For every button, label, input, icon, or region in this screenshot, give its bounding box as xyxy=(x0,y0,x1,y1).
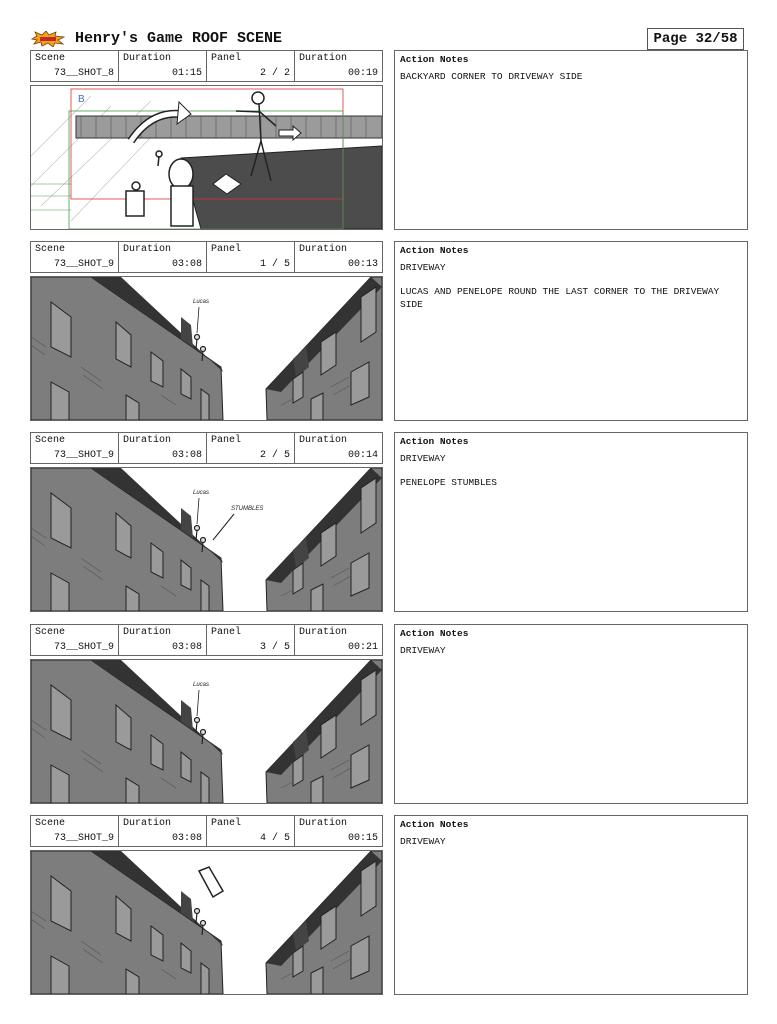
action-note-line: DRIVEWAY xyxy=(400,835,446,847)
panel-label: Panel xyxy=(211,435,242,446)
storyboard-sketch xyxy=(31,468,382,611)
scene-label: Scene xyxy=(35,818,66,829)
storyboard-frame xyxy=(30,467,383,612)
storyboard-frame xyxy=(30,85,383,230)
frame-mark: B xyxy=(78,94,85,105)
panel-metadata xyxy=(30,624,383,656)
storyboard-panel-row xyxy=(30,432,748,612)
action-notes-heading: Action Notes xyxy=(400,628,469,639)
panel-label: Panel xyxy=(211,818,242,829)
panel-duration-value: 00:21 xyxy=(347,642,378,653)
panel-label: Panel xyxy=(211,244,242,255)
action-notes-heading: Action Notes xyxy=(400,819,469,830)
shot-duration-label: Duration xyxy=(123,53,172,64)
panel-label: Panel xyxy=(211,627,242,638)
action-notes-box xyxy=(394,241,748,421)
panel-value: 3 / 5 xyxy=(259,642,290,653)
panel-value: 2 / 5 xyxy=(259,450,290,461)
scene-label: Scene xyxy=(35,627,66,638)
panel-duration-value: 00:14 xyxy=(347,450,378,461)
panel-value: 4 / 5 xyxy=(259,833,290,844)
action-notes-heading: Action Notes xyxy=(400,245,469,256)
panel-duration-value: 00:13 xyxy=(347,259,378,270)
action-notes-box xyxy=(394,815,748,995)
storyboard-panel-row xyxy=(30,50,748,230)
character-label-lucas: Lucas xyxy=(193,490,210,496)
comic-burst-logo-icon xyxy=(31,31,65,47)
scene-value: 73__SHOT_9 xyxy=(53,450,114,461)
panel-duration-label: Duration xyxy=(299,627,348,638)
panel-metadata xyxy=(30,815,383,847)
panel-duration-label: Duration xyxy=(299,818,348,829)
storyboard-panel-row xyxy=(30,624,748,804)
storyboard-frame xyxy=(30,659,383,804)
scene-value: 73__SHOT_9 xyxy=(53,833,114,844)
panel-duration-value: 00:19 xyxy=(347,68,378,79)
shot-duration-label: Duration xyxy=(123,818,172,829)
scene-value: 73__SHOT_8 xyxy=(53,68,114,79)
panel-metadata xyxy=(30,50,383,82)
action-note-line: DRIVEWAY xyxy=(400,452,446,464)
shot-duration-label: Duration xyxy=(123,627,172,638)
panel-value: 1 / 5 xyxy=(259,259,290,270)
panel-metadata xyxy=(30,241,383,273)
scene-label: Scene xyxy=(35,244,66,255)
shot-duration-label: Duration xyxy=(123,244,172,255)
shot-duration-label: Duration xyxy=(123,435,172,446)
shot-duration-value: 01:15 xyxy=(171,68,202,79)
scene-label: Scene xyxy=(35,53,66,64)
action-note-line: BACKYARD CORNER TO DRIVEWAY SIDE xyxy=(400,70,583,82)
storyboard-frame xyxy=(30,276,383,421)
action-notes-box xyxy=(394,624,748,804)
scene-value: 73__SHOT_9 xyxy=(53,259,114,270)
action-notes-heading: Action Notes xyxy=(400,54,469,65)
storyboard-sketch xyxy=(31,86,382,229)
action-note-line: LUCAS AND PENELOPE ROUND THE LAST CORNER TO THE DRIVEWAY SIDE xyxy=(400,286,725,310)
action-note-line: PENELOPE STUMBLES xyxy=(400,477,497,488)
shot-duration-value: 03:08 xyxy=(171,642,202,653)
scene-label: Scene xyxy=(35,435,66,446)
panel-duration-label: Duration xyxy=(299,53,348,64)
panel-label: Panel xyxy=(211,53,242,64)
shot-duration-value: 03:08 xyxy=(171,450,202,461)
storyboard-panel-row xyxy=(30,241,748,421)
storyboard-sketch xyxy=(31,851,382,994)
storyboard-frame xyxy=(30,850,383,995)
page-number: Page 32/58 xyxy=(647,28,744,50)
shot-duration-value: 03:08 xyxy=(171,833,202,844)
action-note-line: DRIVEWAY xyxy=(400,644,446,656)
panel-value: 2 / 2 xyxy=(259,68,290,79)
scene-value: 73__SHOT_9 xyxy=(53,642,114,653)
action-notes-box xyxy=(394,432,748,612)
storyboard-sketch xyxy=(31,277,382,420)
action-note-line: DRIVEWAY xyxy=(400,261,446,273)
storyboard-sketch xyxy=(31,660,382,803)
storyboard-panel-row xyxy=(30,815,748,995)
panel-metadata xyxy=(30,432,383,464)
character-label-lucas: Lucas xyxy=(193,299,210,305)
panel-duration-label: Duration xyxy=(299,244,348,255)
panel-duration-value: 00:15 xyxy=(347,833,378,844)
page-title: Henry's Game ROOF SCENE xyxy=(75,30,283,47)
action-notes-heading: Action Notes xyxy=(400,436,469,447)
character-label-lucas: Lucas xyxy=(193,682,210,688)
callout-stumbles: STUMBLES xyxy=(231,506,264,512)
panel-duration-label: Duration xyxy=(299,435,348,446)
action-notes-box xyxy=(394,50,748,230)
shot-duration-value: 03:08 xyxy=(171,259,202,270)
